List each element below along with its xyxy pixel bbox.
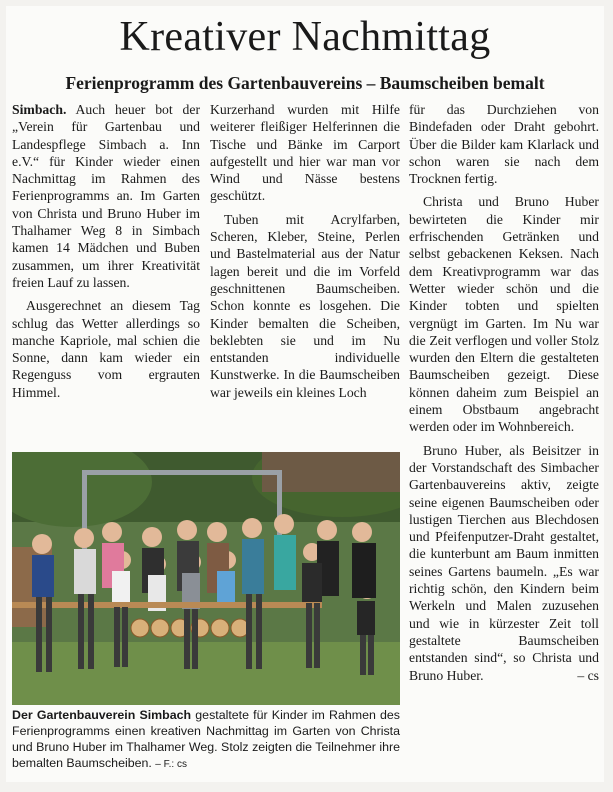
paragraph-3: Tuben mit Acrylfarben, Scheren, Kleber, Steine, Perlen und Bastelmaterial aus der Natur lagen bereit und die im Vorfeld geschnittenen Baumscheiben. Schon konnte es losgehen. Die Kinder bemalten die Scheiben, beklebten sie und im Nu entstanden individuelle Kunstwerke. In die Baumscheiben war jeweils ein kleines Loch (210, 211, 400, 400)
caption-lead: Der Gartenbauverein Simbach (12, 708, 192, 722)
group-photo-illustration (12, 452, 400, 705)
photo-caption (12, 707, 400, 773)
paragraph-1-text: Auch heuer bot der „Verein für Gartenbau und Landespflege Simbach a. Inn e.V.“ für Kinder wieder einen Nachmittag im Rahmen des Ferienprogramms an. Im Garten von Christa und Bruno Huber im Thalhamer Weg 8 in Simbach kamen 14 Mädchen und Buben zusammen, um ihrer Kreativität freien Lauf zu lassen. (12, 102, 201, 290)
caption-text: gestaltete für Kinder im Rahmen des Ferienprogramms einen kreativen Nachmittag im Garten von Christa und Bruno Huber im Thalhamer Weg. Stolz zeigten die Teilnehmer ihre bemalten Baumscheiben. (12, 708, 400, 770)
paragraph-5 (409, 442, 599, 684)
column-2 (210, 101, 400, 401)
newspaper-page (6, 6, 604, 782)
group-photo (12, 452, 400, 705)
paragraph-4: Christa und Bruno Huber bewirteten die Kinder mir erfrischenden Getränken und selbst gebackenen Keksen. Nach dem Kreativprogramm war das Wetter wieder schön und die Kinder tobten und spielten vergnügt im Garten. Im Nu war die Zeit verflogen und voller Stolz wurden den Eltern die gestalteten Baumscheiben gezeigt. Diese können daheim zum Beispiel an einem Obstbaum angebracht werden oder im Wohnbereich. (409, 194, 599, 435)
headline: Kreativer Nachmittag (119, 14, 491, 60)
column-1 (12, 101, 200, 401)
photo-credit: – F.: cs (155, 759, 187, 770)
paragraph-1 (12, 101, 200, 291)
signature: – cs (577, 667, 599, 683)
paragraph-2-continued: Kurzerhand wurden mit Hilfe weiterer fleißiger Helferinnen die Tische und Bänke im Carport aufgestellt und hier war man vor Wind und Nässe bestens geschützt. (210, 102, 400, 204)
subheadline: Ferienprogramm des Gartenbauvereins – Baumscheiben bemalt (65, 73, 545, 93)
paragraph-3-continued: für das Durchziehen von Bindefaden oder Draht gebohrt. Über die Bilder kam Klarlack und schon waren sie nach dem Trocknen fertig. (409, 102, 599, 187)
paragraph-2: Ausgerechnet an diesem Tag schlug das Wetter allerdings so manche Kapriole, mal schien die Sonne, dann kam wieder ein Regenguss vom ergrauten Himmel. (12, 298, 200, 400)
dateline: Simbach. (12, 102, 67, 117)
paragraph-5-text: Bruno Huber, als Beisitzer in der Vorstandschaft des Simbacher Gartenbauvereins aktiv, zeigte seine eigenen Baumscheiben oder lustigen Tierchen aus Blechdosen und Pfeifenputzer-Draht gestaltet, die kunterbunt am Baum inmitten seines Gartens baumeln. „Es war richtig schön, den Kindern beim Werkeln und Malen zuzusehen und wie in kürzester Zeit toll gestaltete Baumscheiben entstanden sind“, so Christa und Bruno Huber. (409, 442, 599, 683)
column-3 (409, 101, 599, 684)
